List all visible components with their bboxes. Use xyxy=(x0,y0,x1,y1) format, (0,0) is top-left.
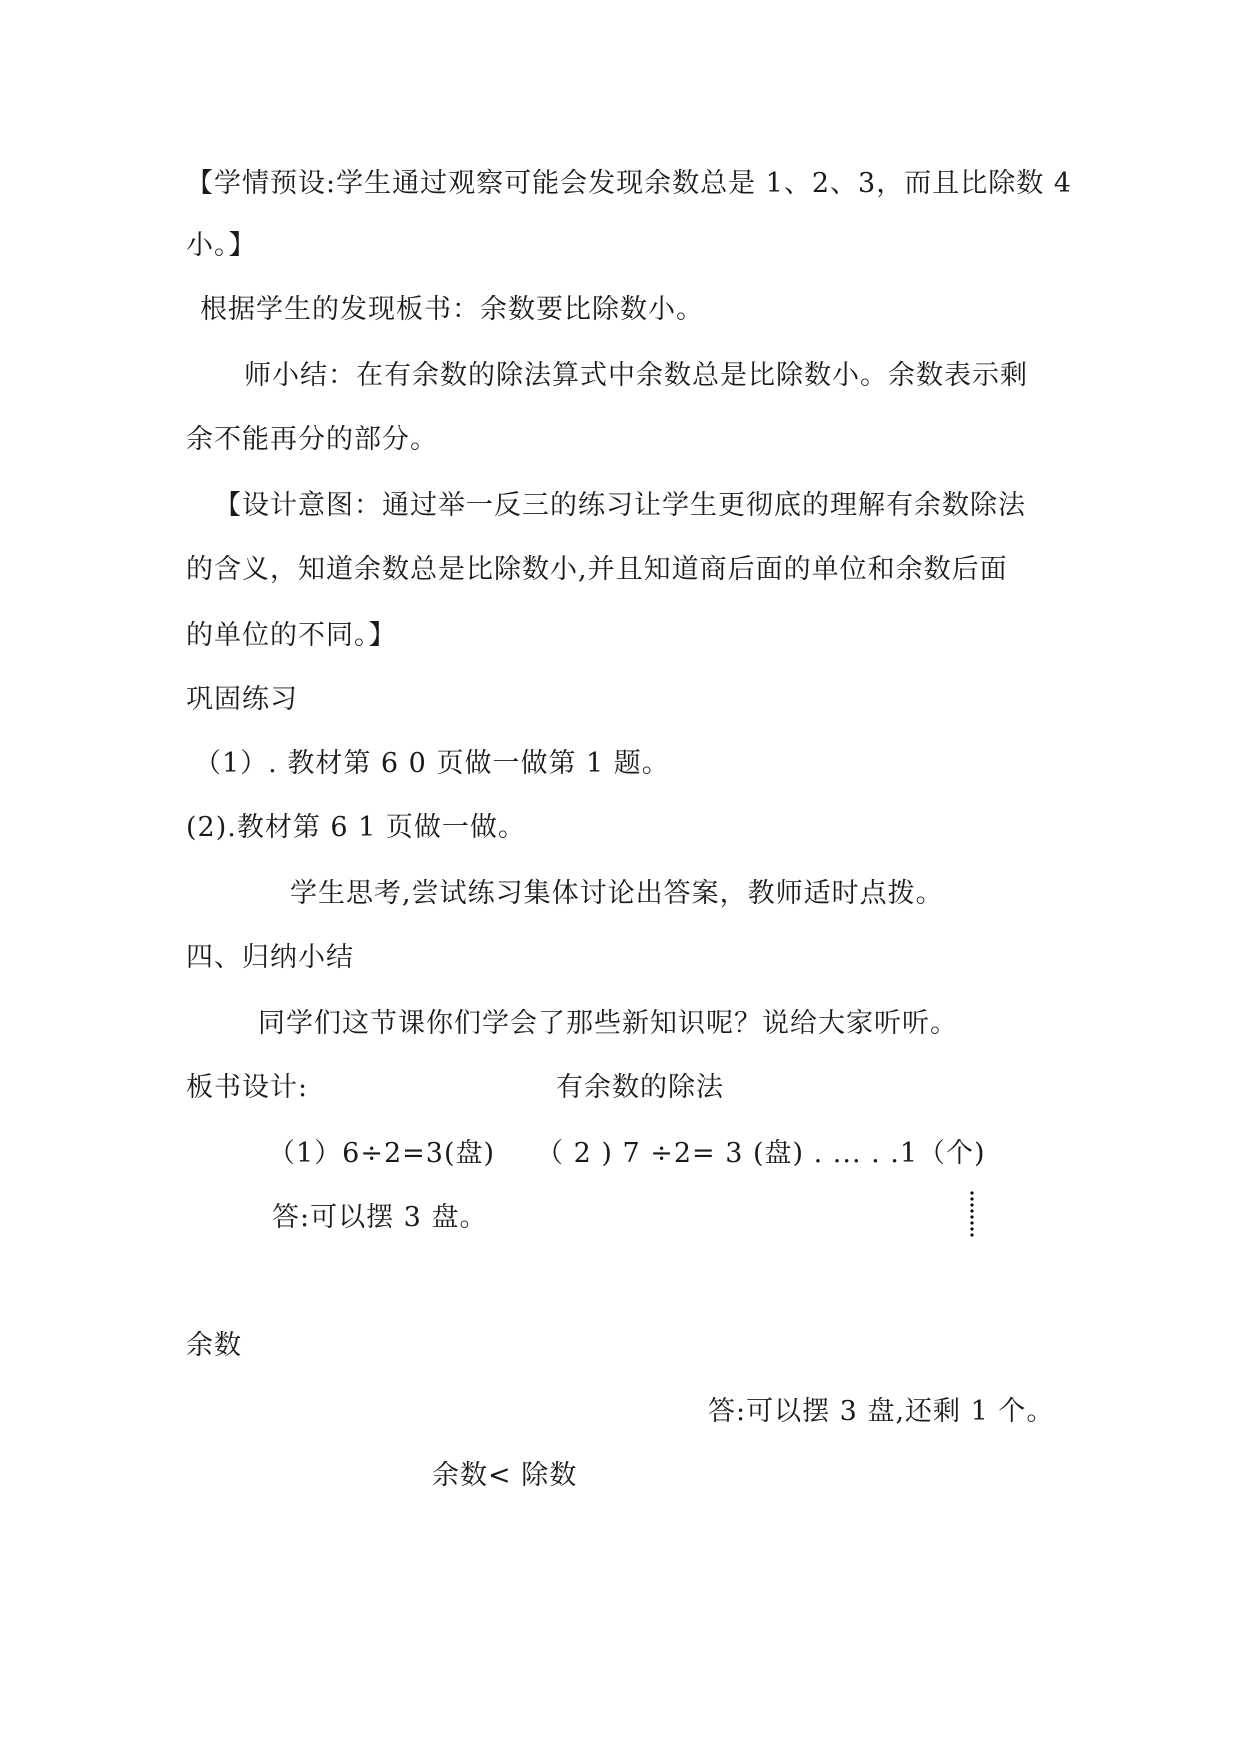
para4-line1: 【设计意图：通过举一反三的练习让学生更彻底的理解有余数除法 xyxy=(214,490,1026,521)
answer-2: 答:可以摆 3 盘,还剩 1 个。 xyxy=(708,1396,1055,1427)
board-label: 板书设计: xyxy=(186,1072,309,1103)
heading-summary: 四、归纳小结 xyxy=(186,942,354,973)
para6: 同学们这节课你们学会了那些新知识呢？说给大家听听。 xyxy=(258,1008,958,1039)
para3-line1: 师小结：在有余数的除法算式中余数总是比除数小。余数表示剩 xyxy=(244,360,1028,391)
para1-line2: 小。】 xyxy=(186,230,257,261)
para2: 根据学生的发现板书：余数要比除数小。 xyxy=(200,294,704,325)
para4-line3: 的单位的不同。】 xyxy=(186,620,397,651)
rule-remainder-less-than-divisor: 余数< 除数 xyxy=(432,1460,578,1491)
exercise-2: (2).教材第 6 1 页做一做。 xyxy=(186,812,526,843)
heading-practice: 巩固练习 xyxy=(186,684,298,715)
answer-1: 答:可以摆 3 盘。 xyxy=(272,1202,488,1233)
para5: 学生思考,尝试练习集体讨论出答案，教师适时点拨。 xyxy=(290,878,944,909)
exercise-1: （1）. 教材第 6 0 页做一做第 1 题。 xyxy=(194,748,670,779)
para4-line2: 的含义，知道余数总是比除数小,并且知道商后面的单位和余数后面 xyxy=(186,554,1008,585)
para3-line2: 余不能再分的部分。 xyxy=(186,424,438,455)
para1-line1: 【学情预设:学生通过观察可能会发现余数总是 1、2、3，而且比除数 4 xyxy=(186,168,1072,199)
vertical-dotted-line xyxy=(970,1190,974,1238)
board-title: 有余数的除法 xyxy=(556,1072,724,1103)
equation-1: （1）6÷2=3(盘) xyxy=(268,1138,496,1169)
equation-2: （ 2 ) 7 ÷2= 3 (盘) . ... . .1（个) xyxy=(536,1138,986,1169)
remainder-label: 余数 xyxy=(186,1330,242,1361)
